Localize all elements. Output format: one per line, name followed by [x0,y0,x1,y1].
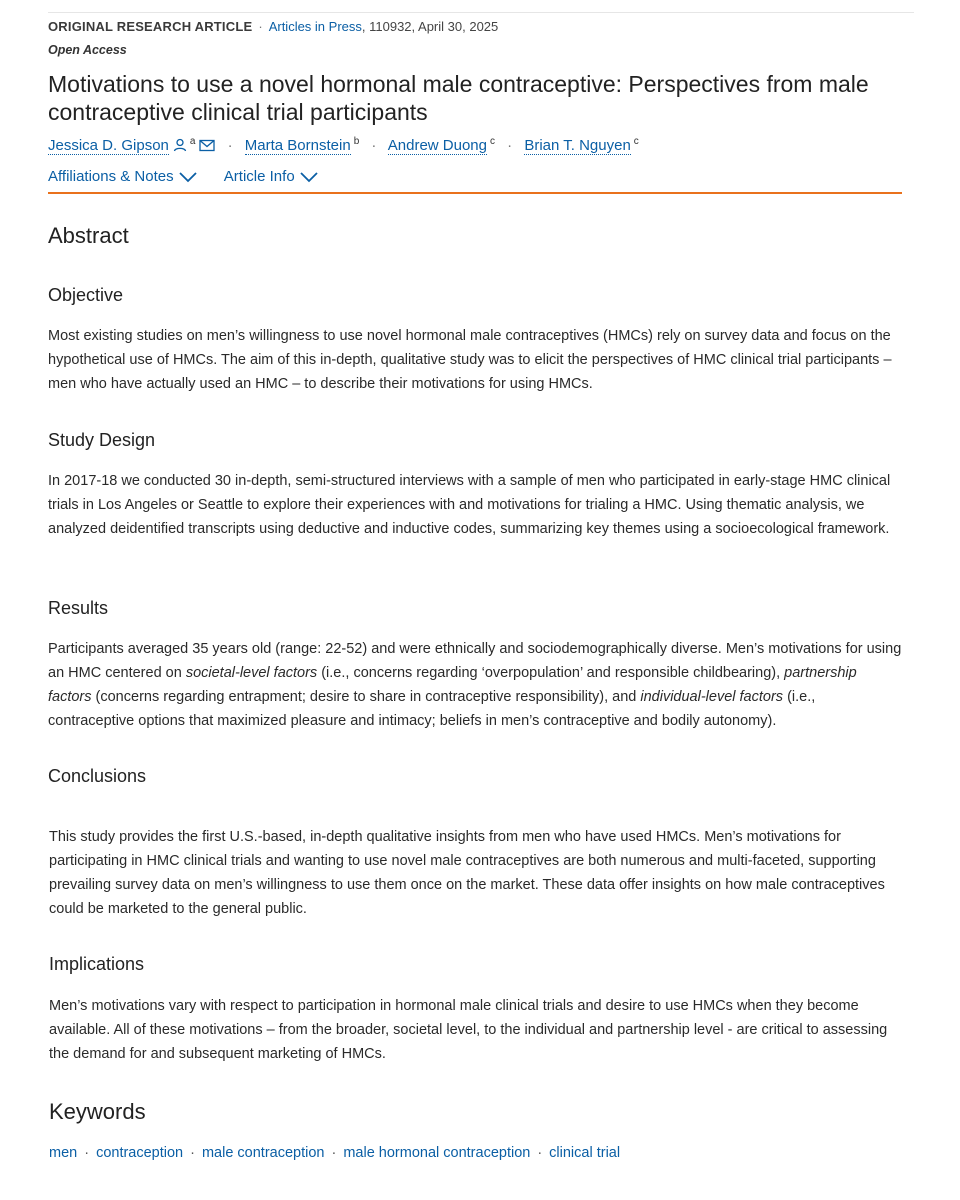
author-affiliation-sup: a [189,136,196,147]
article-title: Motivations to use a novel hormonal male contraceptive: Perspectives from male contraceptive clinical trial participants [48,71,869,125]
keywords-heading: Keywords [49,1099,146,1124]
author-affiliation-sup: b [353,136,360,147]
implications-text: Men’s motivations vary with respect to participation in hormonal male clinical trials and desire to use HMCs when they become available. All of these motivations – from the broader, societal level, to the individual and partnership level - are critical to assessing the demand for and subsequent marketing of HMCs. [49,998,888,1062]
tab-affiliations-notes[interactable]: Affiliations & Notes [48,168,198,185]
tab-article-info[interactable]: Article Info [224,168,319,185]
keyword-list: men · contraception · male contraception · male hormonal contraception · clinical trial [49,1145,621,1161]
conclusions-text: This study provides the first U.S.-based, in-depth qualitative insights from men who have used HMCs. Men’s motivations for participating in HMC clinical trials and wanting to use novel male contraceptives are both numerous and multi-faceted, supporting prevailing survey data on men’s willingness to use them once on the market. These data offer insights on how male contraceptives could be marketed to the general public. [49,829,885,917]
results-text: Participants averaged 35 years old (range: 22-52) and were ethnically and sociodemographically diverse. Men’s motivations for using an HMC centered on societal-level factors (i.e., concerns regarding ‘overpopulation’ and responsible childbearing), partnership factors (concerns regarding entrapment; desire to share in contraceptive responsibility), and individual-level factors (i.e., contraceptive options that maximized pleasure and intimacy; beliefs in men’s contraceptive and bodily autonomy). [48,641,902,729]
open-access-label: Open Access [48,43,127,57]
chevron-down-icon [178,171,198,183]
author-link[interactable]: Jessica D. Gipson [48,137,169,154]
keyword-link[interactable]: clinical trial [549,1145,621,1161]
article-meta: ORIGINAL RESEARCH ARTICLE · Articles in Press, 110932, April 30, 2025 [48,19,499,34]
author-link[interactable]: Brian T. Nguyen [524,137,631,154]
author-link[interactable]: Andrew Duong [387,137,487,154]
person-icon [173,138,187,156]
header-divider [48,192,902,194]
results-heading: Results [48,598,109,618]
implications-heading: Implications [49,954,145,974]
author-affiliation-sup: c [490,136,495,147]
keyword-link[interactable]: contraception [96,1145,184,1161]
author-affiliation-sup: c [633,136,639,147]
author-link[interactable]: Marta Bornstein [244,137,351,154]
abstract-heading: Abstract [48,223,129,248]
article-tabs [48,168,341,185]
study-design-text: In 2017-18 we conducted 30 in-depth, semi-structured interviews with a sample of men who participated in early-stage HMC clinical trials in Los Angeles or Seattle to explore their experiences with and motivations for trialing a HMC. Using thematic analysis, we analyzed deidentified transcripts using deductive and inductive codes, summarizing key themes using a socioecological framework. [48,473,891,537]
article-details: , 110932, April 30, 2025 [361,19,499,34]
email-icon[interactable] [199,139,215,156]
article-type: ORIGINAL RESEARCH ARTICLE [48,19,253,34]
conclusions-heading: Conclusions [48,766,147,786]
author-list: Jessica D. Gipson $^a$ · Marta Bornstein $^b$ · Andrew Duong $^c$ · Brian T. Nguyen $^c$ [48,136,639,154]
keyword-link[interactable]: male contraception [201,1145,325,1161]
top-divider [48,12,914,13]
keyword-link[interactable]: men [49,1145,78,1161]
study-design-heading: Study Design [48,430,156,450]
objective-heading: Objective [48,285,124,305]
keyword-link[interactable]: male hormonal contraception [343,1145,531,1161]
objective-text: Most existing studies on men’s willingness to use novel hormonal male contraceptives (HMCs) rely on survey data and focus on the hypothetical use of HMCs. The aim of this in-depth, qualitative study was to elicit the perspectives of HMC clinical trial participants – men who have actually used an HMC – to describe their motivations for using HMCs. [48,328,892,392]
chevron-down-icon [299,171,319,183]
articles-in-press-link[interactable]: Articles in Press [268,19,362,34]
